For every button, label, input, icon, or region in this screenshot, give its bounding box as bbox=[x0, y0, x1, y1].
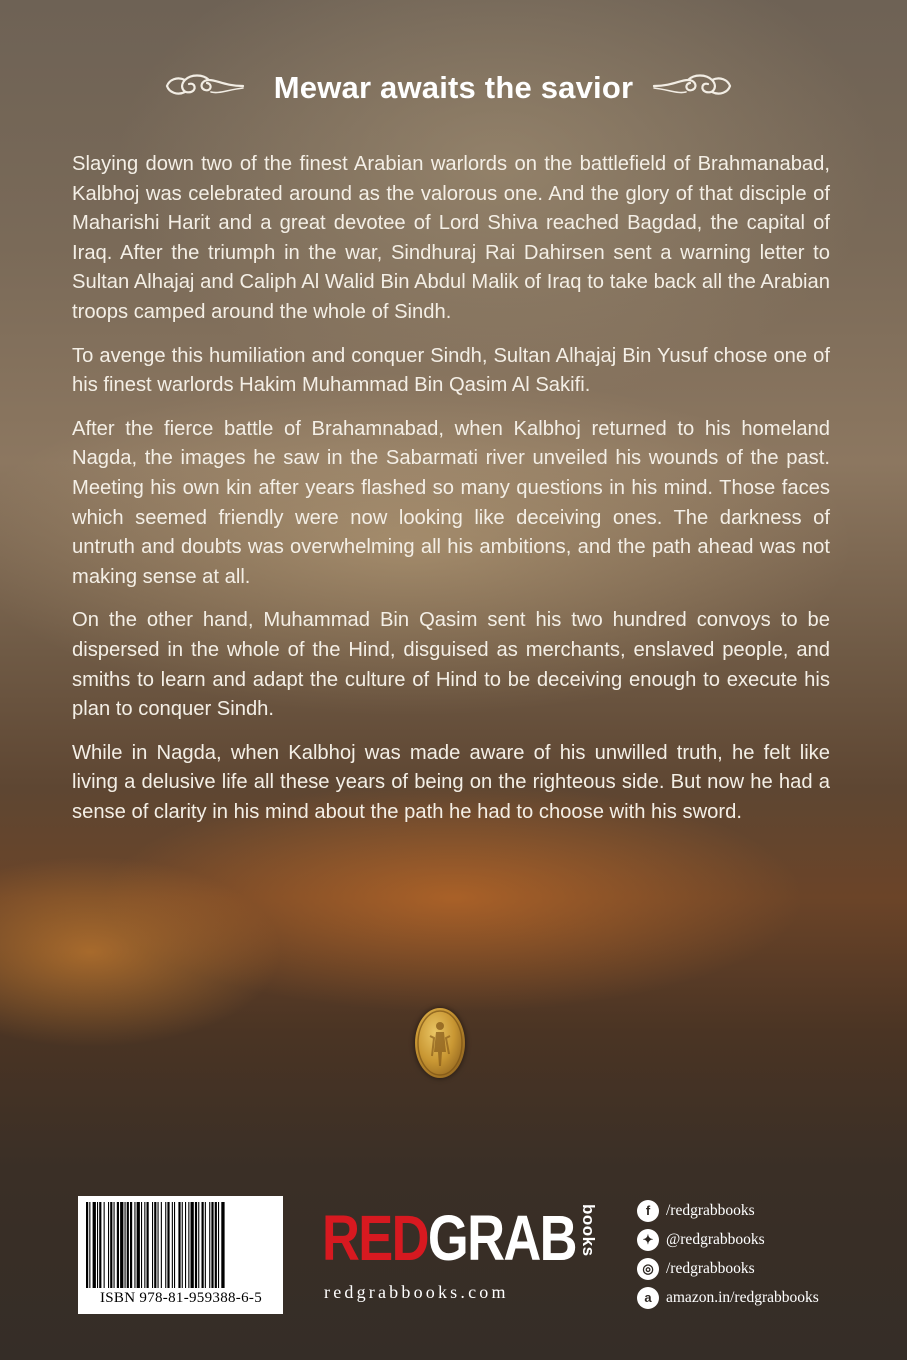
barcode-bar bbox=[158, 1202, 159, 1288]
barcode-bar bbox=[185, 1202, 186, 1288]
barcode-bar bbox=[104, 1202, 105, 1288]
barcode-bar bbox=[218, 1202, 219, 1288]
logo-wordmark bbox=[322, 1200, 576, 1276]
barcode-bar bbox=[172, 1202, 173, 1288]
synopsis-paragraph: To avenge this humiliation and conquer Sindh, Sultan Alhajaj Bin Yusuf chose one of his finest warlords Hakim Muhammad Bin Qasim Al Sakifi. bbox=[72, 344, 830, 397]
social-item-twitter[interactable] bbox=[637, 1225, 867, 1254]
synopsis-paragraph: On the other hand, Muhammad Bin Qasim sent his two hundred convoys to be dispersed in the whole of the Hind, disguised as merchants, enslaved people, and smiths to learn and adapt the culture of Hind to be deceiving enough to execute his plan to conquer Sindh. bbox=[72, 609, 830, 721]
logo-grab-text: GRAB bbox=[427, 1202, 576, 1274]
synopsis-paragraph: Slaying down two of the finest Arabian warlords on the battlefield of Brahmanabad, Kalbhoj was celebrated around as the valorous one. And the glory of that disciple of Maharishi Harit and a great devotee of Lord Shiva reached Bagdad, the capital of Iraq. After the triumph in the war, Sindhuraj Rai Dahirsen sent a warning letter to Sultan Alhajaj and Caliph Al Walid Bin Abdul Malik of Iraq to take back all the Arabian troops camped around the whole of Sindh. bbox=[72, 153, 830, 323]
barcode-bar bbox=[110, 1202, 112, 1288]
barcode-bar bbox=[141, 1202, 142, 1288]
barcode-bar bbox=[114, 1202, 115, 1288]
barcode-bar bbox=[161, 1202, 162, 1288]
barcode-bar bbox=[174, 1202, 175, 1288]
barcode-bar bbox=[152, 1202, 153, 1288]
barcode-bar bbox=[182, 1202, 183, 1288]
social-label: @redgrabbooks bbox=[666, 1230, 765, 1248]
barcode-bar bbox=[188, 1202, 189, 1288]
synopsis-paragraph: After the fierce battle of Brahamnabad, when Kalbhoj returned to his homeland Nagda, the images he saw in the Sabarmati river unveiled his wounds of the past. Meeting his own kin after years flashed so many questions in his mind. Those faces which seemed friendly were now looking like deceiving ones. The darkness of untruth and doubts was overwhelming all his ambitions, and the path ahead was not making sense at all. bbox=[72, 417, 830, 588]
barcode bbox=[78, 1196, 283, 1314]
gold-coin-emblem bbox=[415, 1008, 465, 1078]
barcode-bar bbox=[120, 1202, 123, 1288]
page-title: Mewar awaits the savior bbox=[273, 70, 634, 105]
barcode-bar bbox=[165, 1202, 166, 1288]
twitter-icon: ✦ bbox=[637, 1229, 659, 1251]
barcode-bar bbox=[191, 1202, 194, 1288]
barcode-bar bbox=[97, 1202, 98, 1288]
barcode-bars bbox=[86, 1202, 275, 1288]
barcode-bar bbox=[127, 1202, 129, 1288]
social-label: /redgrabbooks bbox=[666, 1201, 755, 1219]
barcode-bar bbox=[178, 1202, 180, 1288]
barcode-bar bbox=[137, 1202, 140, 1288]
isbn-number: ISBN 978-81-959388-6-5 bbox=[99, 1290, 262, 1306]
barcode-bar bbox=[167, 1202, 169, 1288]
publisher-website[interactable]: redgrabbooks.com bbox=[324, 1282, 509, 1302]
barcode-bar bbox=[198, 1202, 199, 1288]
synopsis-paragraph: While in Nagda, when Kalbhoj was made aware of his unwilled truth, he felt like living a delusive life all these years of being on the righteous side. But now he had a sense of clarity in his mind about the path he had to choose with his sword. bbox=[72, 741, 830, 823]
barcode-bar bbox=[134, 1202, 135, 1288]
social-item-amazon[interactable] bbox=[637, 1283, 867, 1312]
synopsis-text bbox=[72, 150, 830, 841]
barcode-bar bbox=[86, 1202, 88, 1288]
amazon-icon: a bbox=[637, 1287, 659, 1309]
social-item-facebook[interactable] bbox=[637, 1196, 867, 1225]
social-item-instagram[interactable] bbox=[637, 1254, 867, 1283]
facebook-icon: f bbox=[637, 1200, 659, 1222]
barcode-bar bbox=[108, 1202, 109, 1288]
barcode-bar bbox=[221, 1202, 224, 1288]
barcode-bar bbox=[205, 1202, 206, 1288]
barcode-bar bbox=[125, 1202, 126, 1288]
barcode-bar bbox=[215, 1202, 217, 1288]
barcode-bar bbox=[93, 1202, 96, 1288]
barcode-bar bbox=[117, 1202, 119, 1288]
barcode-bar bbox=[195, 1202, 197, 1288]
instagram-icon: ◎ bbox=[637, 1258, 659, 1280]
barcode-bar bbox=[99, 1202, 101, 1288]
barcode-bar bbox=[147, 1202, 149, 1288]
publisher-logo bbox=[322, 1200, 607, 1310]
barcode-bar bbox=[89, 1202, 90, 1288]
social-label: amazon.in/redgrabbooks bbox=[666, 1288, 819, 1306]
barcode-bar bbox=[154, 1202, 156, 1288]
title-banner bbox=[0, 62, 907, 118]
barcode-bar bbox=[130, 1202, 132, 1288]
social-label: /redgrabbooks bbox=[666, 1259, 755, 1277]
logo-red-text: RED bbox=[322, 1202, 428, 1274]
barcode-bar bbox=[209, 1202, 210, 1288]
barcode-bar bbox=[211, 1202, 213, 1288]
logo-books-text: books bbox=[579, 1204, 598, 1257]
social-links bbox=[637, 1196, 867, 1312]
barcode-bar bbox=[144, 1202, 145, 1288]
barcode-bar bbox=[202, 1202, 204, 1288]
right-flourish-icon bbox=[652, 70, 732, 102]
